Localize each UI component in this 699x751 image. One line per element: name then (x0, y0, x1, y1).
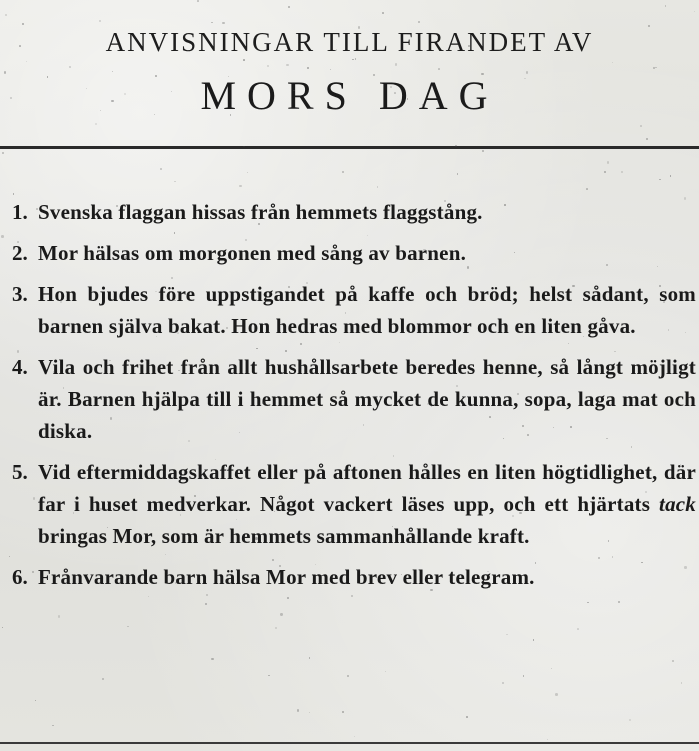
emphasized-word: tack (659, 492, 696, 516)
print-speck (392, 526, 393, 527)
print-speck (489, 416, 491, 418)
print-speck (100, 508, 102, 510)
print-speck (19, 45, 21, 47)
item-number: 1. (12, 200, 28, 224)
print-speck (155, 291, 157, 293)
print-speck (668, 329, 669, 330)
print-speck (438, 68, 440, 70)
print-speck (481, 73, 483, 75)
print-speck (382, 12, 384, 14)
print-speck (396, 217, 398, 219)
print-speck (100, 110, 101, 111)
print-speck (684, 197, 687, 200)
print-speck (487, 571, 489, 573)
item-text (38, 456, 696, 552)
print-speck (239, 185, 241, 187)
print-speck (256, 348, 257, 349)
print-speck (2, 627, 3, 628)
item-text: Svenska flaggan hissas från hemmets flaggstång. (38, 200, 483, 224)
print-speck (354, 736, 355, 737)
print-speck (358, 569, 360, 571)
print-speck (205, 603, 207, 605)
print-speck (4, 71, 7, 74)
item-number: 5. (12, 460, 28, 484)
print-speck (174, 232, 176, 234)
print-speck (614, 351, 615, 352)
print-speck (116, 205, 117, 206)
print-speck (275, 627, 277, 629)
print-speck (171, 91, 172, 92)
print-speck (111, 100, 113, 102)
item-text-part: Vid eftermiddagskaffet eller på aftonen hålles en liten högtidlighet, där far i huset medverkar. Något vackert läses upp, och ett hjärtats (38, 460, 696, 516)
print-speck (160, 168, 162, 170)
print-speck (178, 370, 179, 371)
print-speck (148, 596, 149, 597)
print-speck (165, 554, 166, 555)
list-item (8, 196, 696, 228)
print-speck (216, 320, 217, 321)
print-speck (680, 464, 681, 465)
print-speck (670, 175, 671, 176)
print-speck (110, 417, 112, 419)
print-speck (523, 675, 525, 677)
item-text-part: bringas Mor, som är hemmets sammanhållande kraft. (38, 524, 530, 548)
print-speck (363, 424, 364, 425)
print-speck (431, 406, 432, 407)
item-number: 4. (12, 355, 28, 379)
list-item (8, 237, 696, 269)
print-speck (22, 23, 24, 25)
print-speck (455, 145, 457, 147)
item-number: 6. (12, 565, 28, 589)
print-speck (367, 235, 368, 236)
print-speck (80, 431, 82, 433)
print-speck (555, 693, 558, 696)
print-speck (352, 59, 354, 61)
print-speck (517, 393, 519, 395)
list-item (8, 278, 696, 342)
print-speck (482, 150, 484, 152)
print-speck (258, 223, 260, 225)
print-speck (373, 74, 375, 76)
print-speck (255, 537, 258, 540)
print-speck (69, 66, 71, 68)
print-speck (262, 402, 264, 404)
print-speck (640, 125, 642, 127)
print-speck (502, 682, 504, 684)
list-item (8, 561, 696, 593)
subtitle: ANVISNINGAR TILL FIRANDET AV (105, 27, 594, 57)
print-speck (307, 67, 309, 69)
print-speck (621, 171, 624, 174)
print-speck (418, 21, 420, 23)
print-speck (527, 434, 529, 436)
print-speck (358, 26, 361, 29)
print-speck (586, 188, 588, 190)
print-speck (197, 0, 199, 2)
print-speck (430, 589, 432, 591)
print-speck (309, 657, 311, 659)
print-speck (526, 71, 529, 74)
print-speck (572, 285, 574, 287)
print-speck (547, 739, 548, 740)
print-speck (285, 350, 287, 352)
print-speck (345, 312, 346, 313)
print-speck (506, 634, 507, 635)
print-speck (243, 59, 245, 61)
print-speck (36, 208, 38, 210)
print-speck (33, 497, 35, 499)
print-speck (339, 342, 340, 343)
print-speck (177, 332, 179, 334)
print-speck (2, 152, 4, 154)
print-speck (385, 671, 387, 673)
print-speck (681, 682, 683, 684)
print-speck (659, 179, 660, 180)
print-speck (604, 171, 606, 173)
print-speck (684, 566, 686, 568)
print-speck (280, 613, 282, 615)
print-speck (32, 571, 33, 572)
print-speck (641, 562, 643, 564)
print-speck (533, 639, 534, 640)
print-speck (653, 67, 655, 69)
print-speck (657, 266, 658, 267)
print-speck (13, 193, 15, 195)
print-speck (618, 601, 620, 603)
header (0, 0, 699, 148)
print-speck (688, 473, 690, 475)
list-item (8, 351, 696, 447)
print-speck (390, 86, 392, 88)
print-speck (247, 172, 248, 173)
print-speck (35, 700, 36, 701)
print-speck (372, 504, 374, 506)
print-speck (99, 20, 101, 22)
print-speck (17, 241, 19, 243)
print-speck (17, 350, 19, 352)
print-speck (427, 403, 429, 405)
bottom-divider (0, 742, 699, 744)
print-speck (457, 173, 458, 174)
print-speck (222, 22, 224, 24)
page-title: MORS DAG (200, 73, 499, 118)
print-speck (577, 628, 579, 630)
print-speck (60, 301, 62, 303)
print-speck (466, 716, 468, 718)
print-speck (347, 675, 349, 677)
print-speck (52, 725, 54, 727)
print-speck (336, 49, 337, 50)
print-speck (519, 512, 521, 514)
item-text: Vila och frihet från allt hushållsarbete beredes henne, så långt möjligt är. Barnen hjälpa till i hemmet så mycket de kunna, sopa, laga mat och diska. (38, 355, 696, 443)
print-speck (245, 239, 246, 240)
print-speck (551, 668, 552, 669)
print-speck (58, 615, 61, 618)
print-speck (646, 138, 648, 140)
print-speck (297, 709, 300, 712)
print-speck (665, 5, 666, 6)
print-speck (211, 658, 214, 661)
print-speck (607, 161, 609, 163)
print-speck (127, 626, 129, 628)
print-speck (300, 343, 302, 345)
print-speck (174, 181, 176, 183)
print-speck (587, 602, 588, 603)
print-speck (672, 660, 674, 662)
print-speck (377, 186, 379, 188)
print-speck (342, 711, 344, 713)
item-text: Mor hälsas om morgonen med sång av barnen. (38, 241, 467, 265)
list-item (8, 456, 696, 552)
item-number: 2. (12, 241, 28, 265)
print-speck (171, 277, 172, 278)
print-speck (1, 235, 4, 238)
print-speck (194, 257, 196, 259)
print-speck (206, 594, 208, 596)
print-speck (288, 6, 290, 8)
print-speck (180, 514, 181, 515)
print-speck (267, 65, 269, 67)
print-speck (156, 336, 157, 337)
print-speck (342, 171, 344, 173)
print-speck (309, 712, 310, 713)
print-speck (102, 678, 104, 680)
header-divider (0, 146, 699, 149)
print-speck (423, 249, 426, 252)
print-speck (306, 282, 308, 284)
print-speck (268, 675, 269, 676)
item-text: Hon bjudes före uppstigandet på kaffe och bröd; helst sådant, som barnen själva bakat. Hon hedras med blommor och en liten gåva. (38, 282, 696, 338)
print-speck (570, 426, 572, 428)
item-text: Frånvarande barn hälsa Mor med brev eller telegram. (38, 565, 535, 589)
print-speck (645, 491, 647, 493)
print-speck (188, 440, 190, 442)
item-number: 3. (12, 282, 28, 306)
instruction-list (8, 196, 696, 602)
print-speck (456, 385, 458, 387)
print-speck (504, 204, 506, 206)
print-speck (629, 719, 631, 721)
